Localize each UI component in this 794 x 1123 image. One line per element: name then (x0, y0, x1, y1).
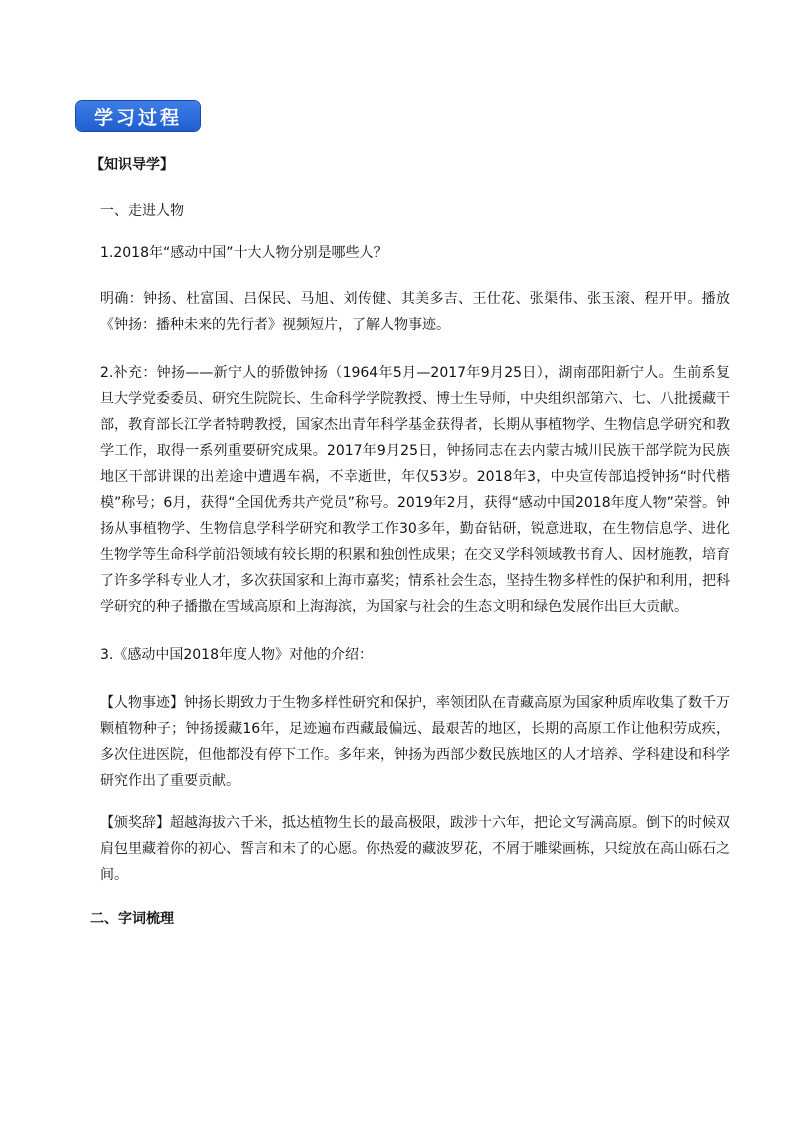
part2-heading: 二、字词梳理 (90, 911, 174, 927)
deeds-paragraph: 【人物事迹】钟扬长期致力于生物多样性研究和保护，率领团队在青藏高原为国家种质库收集了数千万颗植物种子；钟扬援藏16年，足迹遍布西藏最偏远、最艰苦的地区，长期的高原工作让他积劳成疾，多次住进医院，但他都没有停下工作。多年来，钟扬为西部少数民族地区的人才培养、学科建设和科学研究作出了重要贡献。 (100, 695, 730, 789)
section-badge-label: 学习过程 (93, 106, 182, 129)
supplement-paragraph: 2.补充：钟扬——新宁人的骄傲钟扬（1964年5月—2017年9月25日），湖南邵阳新宁人。生前系复旦大学党委委员、研究生院院长、生命科学学院教授、博士生导师，中央组织部第六、七、八批援藏干部，教育部长江学者特聘教授，国家杰出青年科学基金获得者，长期从事植物学、生物信息学研究和教学工作，取得一系列重要研究成果。2017年9月25日，钟扬同志在去内蒙古城川民族干部学院为民族地区干部讲课的出差途中遭遇车祸，不幸逝世，年仅53岁。2018年3，中央宣传部追授钟扬“时代楷模”称号；6月，获得“全国优秀共产党员”称号。2019年2月，获得“感动中国2018年度人物”荣誉。钟扬从事植物学、生物信息学科学研究和教学工作30多年，勤奋钻研，锐意进取，在生物信息学、进化生物学等生命科学前沿领域有较长期的积累和独创性成果；在交叉学科领域教书育人、因材施教，培育了许多学科专业人才，多次获国家和上海市嘉奖；情系社会生态，坚持生物多样性的保护和利用，把科学研究的种子播撒在雪域高原和上海海滨，为国家与社会的生态文明和绿色发展作出巨大贡献。 (100, 365, 730, 615)
section-badge (76, 101, 200, 131)
question-3: 3.《感动中国2018年度人物》对他的介绍： (100, 647, 373, 663)
answer-1: 明确：钟扬、杜富国、吕保民、马旭、刘传健、其美多吉、王仕花、张渠伟、张玉滚、程开甲。播放《钟扬：播种未来的先行者》视频短片，了解人物事迹。 (100, 291, 730, 333)
part1-heading: 一、走进人物 (100, 203, 184, 219)
knowledge-heading: 【知识导学】 (90, 157, 174, 173)
award-paragraph: 【颁奖辞】超越海拔六千米，抵达植物生长的最高极限，跋涉十六年，把论文写满高原。倒下的时候双肩包里藏着你的初心、誓言和未了的心愿。你热爱的藏波罗花，不屑于雕梁画栋，只绽放在高山砾石之间。 (100, 815, 730, 883)
question-1: 1.2018年“感动中国”十大人物分别是哪些人？ (100, 245, 388, 261)
document-body (90, 152, 730, 932)
